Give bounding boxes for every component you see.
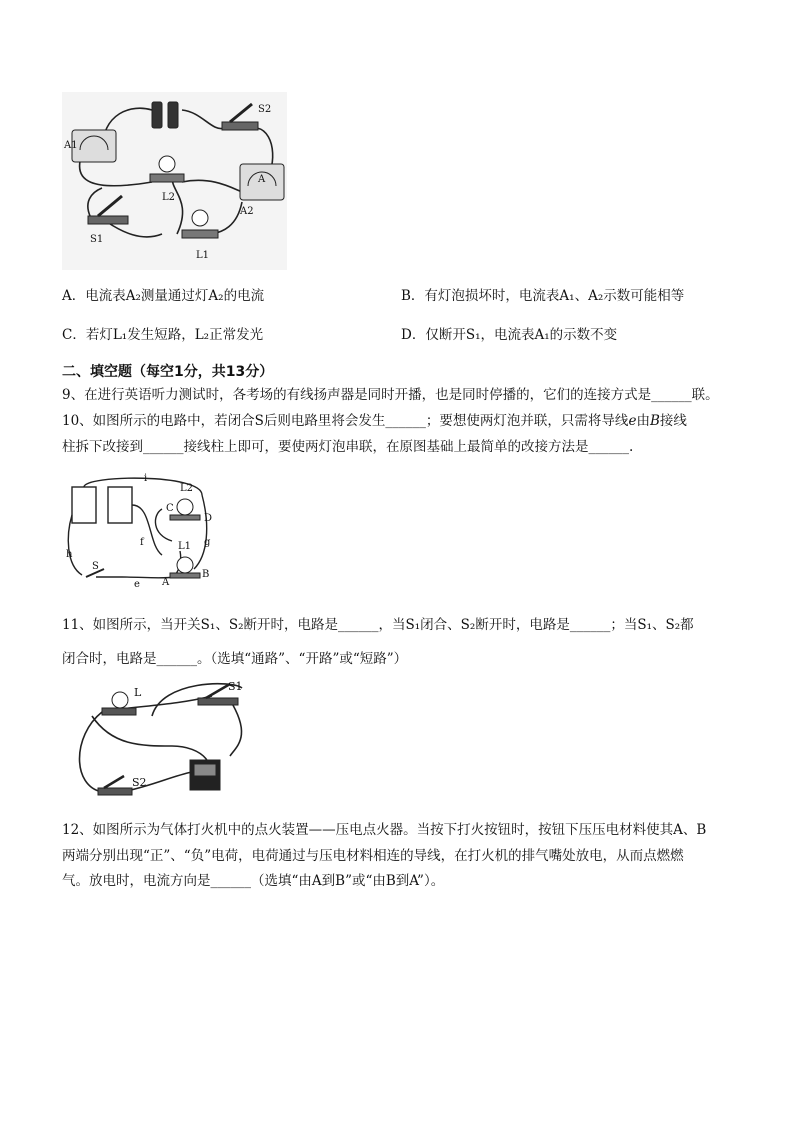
label-l: L xyxy=(134,686,142,699)
q8-option-c: C．若灯L₁发生短路，L₂正常发光 xyxy=(62,327,264,343)
section-title: 二、填空题（每空1分，共13分） xyxy=(62,364,274,380)
q10-var-b: B xyxy=(649,413,660,429)
label-s2: S2 xyxy=(132,776,147,789)
label-e: e xyxy=(134,579,140,590)
q11-line-1: 11、如图所示，当开关S₁、S₂断开时，电路是______，当S₁闭合、S₂断开时，电路是______；当S₁、S₂都 xyxy=(62,617,694,633)
q11-line-2: 闭合时，电路是______。（选填“通路”、“开路”或“短路”） xyxy=(62,651,408,667)
label-l2: L2 xyxy=(162,192,176,203)
label-l1: L1 xyxy=(196,250,210,261)
label-l1: L1 xyxy=(178,541,192,552)
q12-line-2: 两端分别出现“正”、“负”电荷，电荷通过与压电材料相连的导线，在打火机的排气嘴处放电，从而点燃燃 xyxy=(62,848,684,864)
label-g: g xyxy=(204,537,211,548)
q10-line-2: 柱拆下改接到______接线柱上即可，要使两灯泡串联，在原图基础上最简单的改接方法是______. xyxy=(62,439,634,455)
q10-line-1-part-b: 由 xyxy=(636,413,650,429)
q10-line-1 xyxy=(62,411,687,431)
q10-circuit-figure xyxy=(62,465,220,593)
q10-line-1-part-a: 10、如图所示的电路中，若闭合S后则电路里将会发生______；要想使两灯泡并联，只需将导线 xyxy=(62,413,629,429)
q9-text: 9、在进行英语听力测试时，各考场的有线扬声器是同时开播，也是同时停播的，它们的连接方式是______联。 xyxy=(62,387,719,403)
q8-option-b: B．有灯泡损坏时，电流表A₁、A₂示数可能相等 xyxy=(401,288,685,304)
label-i: i xyxy=(144,473,148,484)
label-h: h xyxy=(66,549,73,560)
q10-var-e: e xyxy=(628,413,637,429)
label-c: C xyxy=(166,503,174,514)
q10-line-1-part-c: 接线 xyxy=(659,413,687,429)
q12-line-3: 气。放电时，电流方向是______（选填“由A到B”或“由B到A”）。 xyxy=(62,873,445,889)
label-l2: L2 xyxy=(180,483,194,494)
label-s1: S1 xyxy=(90,234,104,245)
label-a-meter: A xyxy=(258,174,266,185)
q11-circuit-figure xyxy=(62,676,252,811)
q12-line-1: 12、如图所示为气体打火机中的点火装置——压电点火器。当按下打火按钮时，按钮下压压电材料使其A、B xyxy=(62,822,707,838)
label-a1: A1 xyxy=(64,140,78,151)
label-s2: S2 xyxy=(258,104,272,115)
label-a2: A2 xyxy=(240,206,254,217)
label-d: D xyxy=(204,513,213,524)
q8-circuit-figure xyxy=(62,92,287,270)
label-a: A xyxy=(162,577,170,588)
label-f: f xyxy=(140,537,144,548)
q8-option-d: D．仅断开S₁，电流表A₁的示数不变 xyxy=(401,327,618,343)
label-s1: S1 xyxy=(228,680,243,693)
label-s: S xyxy=(92,561,99,572)
q8-option-a: A．电流表A₂测量通过灯A₂的电流 xyxy=(62,288,265,304)
label-b: B xyxy=(202,569,210,580)
